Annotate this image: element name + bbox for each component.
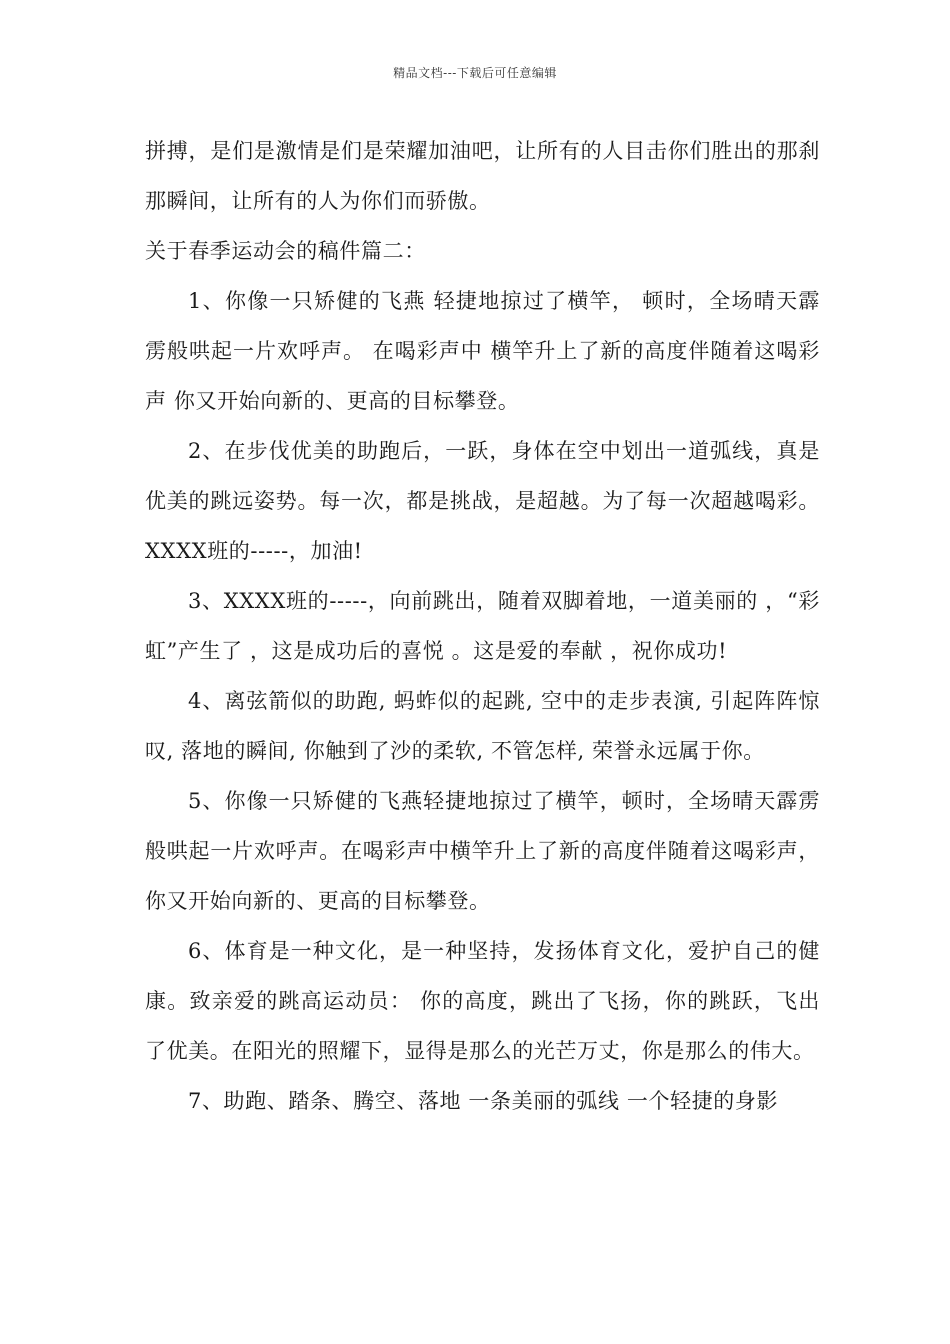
paragraph-item-3: 3、XXXX班的-----，向前跳出，随着双脚着地，一道美丽的 ，“彩虹”产生了 ，这是成功后的喜悦 。这是爱的奉献 ，祝你成功!	[145, 589, 820, 663]
document-body	[145, 126, 820, 1126]
paragraph-item-2: 2、在步伐优美的助跑后，一跃，身体在空中划出一道弧线，真是优美的跳远姿势。每一次，都是挑战，是超越。为了每一次超越喝彩。XXXX班的-----，加油!	[145, 439, 820, 563]
paragraph-item-7: 7、助跑、踏条、腾空、落地 一条美丽的弧线 一个轻捷的身影	[188, 1089, 779, 1113]
page-header: 精品文档---下载后可任意编辑	[393, 66, 557, 80]
paragraph-item-5: 5、你像一只矫健的飞燕轻捷地掠过了横竿，顿时，全场晴天霹雳般哄起一片欢呼声。在喝彩声中横竿升上了新的高度伴随着这喝彩声，你又开始向新的、更高的目标攀登。	[145, 789, 820, 913]
paragraph-intro-continuation: 拼搏，是们是激情是们是荣耀加油吧，让所有的人目击你们胜出的那刹那瞬间，让所有的人为你们而骄傲。	[145, 139, 820, 213]
paragraph-item-1: 1、你像一只矫健的飞燕 轻捷地掠过了横竿， 顿时，全场晴天霹雳般哄起一片欢呼声。 在喝彩声中 横竿升上了新的高度伴随着这喝彩声 你又开始向新的、更高的目标攀登。	[145, 289, 820, 413]
section-heading: 关于春季运动会的稿件篇二：	[145, 239, 426, 263]
paragraph-item-6: 6、体育是一种文化，是一种坚持，发扬体育文化，爱护自己的健康。致亲爱的跳高运动员： 你的高度，跳出了飞扬，你的跳跃，飞出了优美。在阳光的照耀下，显得是那么的光芒万丈，你是那么的伟大。	[145, 939, 820, 1063]
paragraph-item-4: 4、离弦箭似的助跑, 蚂蚱似的起跳, 空中的走步表演, 引起阵阵惊叹, 落地的瞬间, 你触到了沙的柔软, 不管怎样, 荣誉永远属于你。	[145, 689, 820, 763]
